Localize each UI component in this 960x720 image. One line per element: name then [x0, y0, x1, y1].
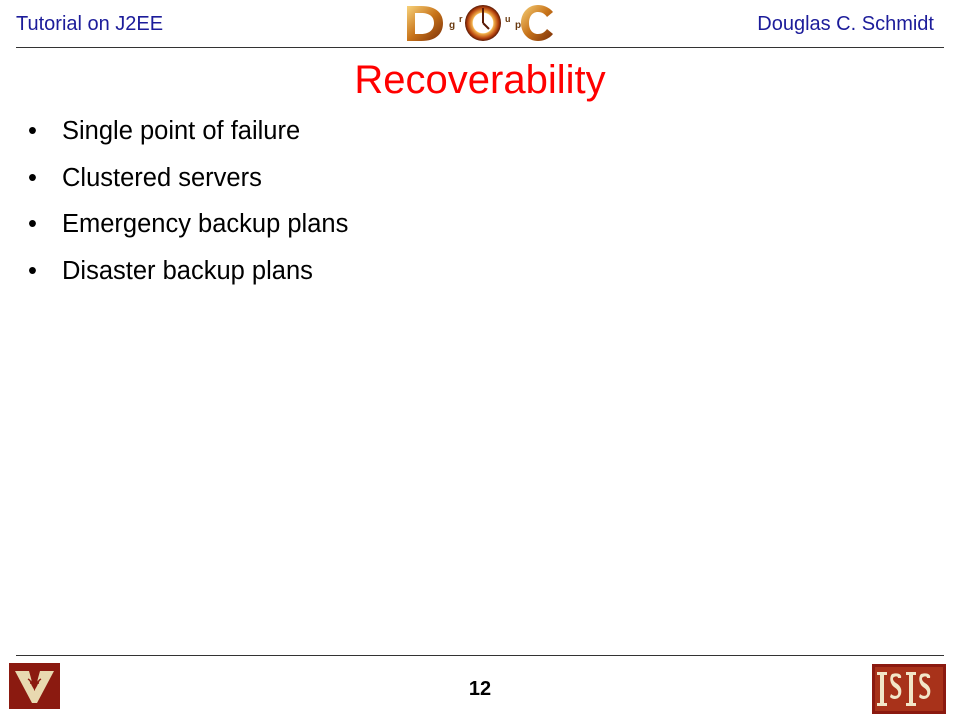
bullet-icon: • — [28, 256, 37, 285]
svg-text:p: p — [515, 20, 522, 31]
svg-text:r: r — [459, 14, 463, 24]
list-item — [28, 204, 348, 251]
header-course-title: Tutorial on J2EE — [16, 13, 164, 35]
bullet-icon: • — [28, 117, 37, 145]
bullet-icon: • — [28, 210, 37, 238]
page-number: 12 — [468, 678, 492, 700]
svg-text:g: g — [449, 20, 456, 31]
bullet-text: Disaster backup plans — [62, 256, 313, 285]
doc-group-logo-icon — [403, 2, 557, 44]
header-author: Douglas C. Schmidt — [757, 13, 934, 35]
bullet-text: Single point of failure — [62, 117, 301, 145]
list-item — [28, 251, 348, 298]
bullet-text: Clustered servers — [62, 163, 262, 192]
bullet-list — [28, 111, 348, 297]
bullet-icon: • — [28, 163, 37, 192]
bullet-text: Emergency backup plans — [62, 210, 349, 238]
footer-divider — [16, 655, 944, 656]
list-item — [28, 158, 348, 205]
svg-text:u: u — [505, 14, 511, 24]
slide-title: Recoverability — [354, 58, 606, 102]
header-divider — [16, 47, 944, 48]
list-item — [28, 111, 348, 158]
isis-logo-icon — [872, 664, 946, 714]
